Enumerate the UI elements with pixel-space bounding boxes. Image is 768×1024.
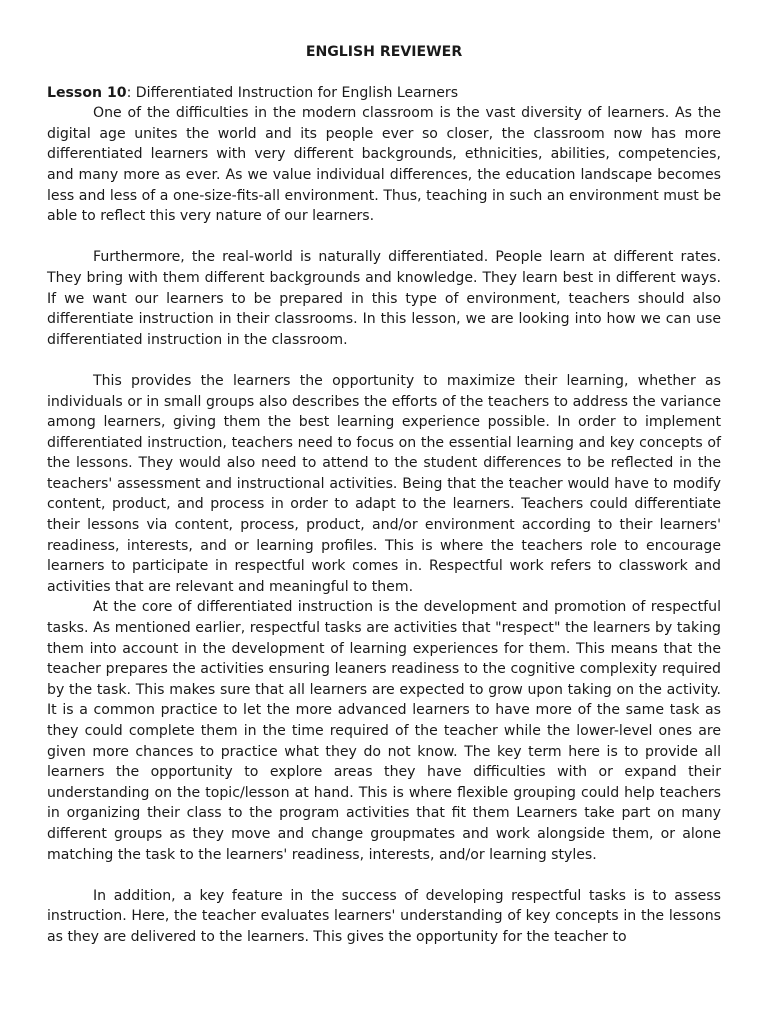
lesson-heading: Lesson 10: Differentiated Instruction for English Learners bbox=[47, 84, 459, 101]
paragraph-1: One of the difficulties in the modern classroom is the vast diversity of learners. As the digital age unites the world and its people ever so closer, the classroom now has more differentiated learners with very different backgrounds, ethnicities, abilities, competencies, and many more as ever. As we value individual differences, the education landscape becomes less and less of a one-size-fits-all environment. Thus, teaching in such an environment must be able to reflect this very nature of our learners. bbox=[47, 105, 721, 225]
document-title: ENGLISH REVIEWER bbox=[305, 44, 463, 60]
paragraph-2: Furthermore, the real-world is naturally differentiated. People learn at different rates. They bring with them different backgrounds and knowledge. They learn best in different ways. If we want our learners to be prepared in this type of environment, teachers should also differentiate instruction in their classrooms. In this lesson, we are looking into how we can use differentiated instruction in the classroom. bbox=[47, 249, 721, 348]
lesson-title: Differentiated Instruction for English Learners bbox=[135, 84, 459, 101]
paragraph-4: At the core of differentiated instruction is the development and promotion of respectful tasks. As mentioned earlier, respectful tasks are activities that "respect" the learners by taking them into account in the development of learning experiences for them. This means that the teacher prepares the activities ensuring leaners readiness to the cognitive complexity required by the task. This makes sure that all learners are expected to grow upon taking on the activity. It is a common practice to let the more advanced learners to have more of the same task as they could complete them in the time required of the teacher while the lower-level ones are given more chances to practice what they do not know. The key term here is to provide all learners the opportunity to explore areas they have difficulties with or expand their understanding on the topic/lesson at hand. This is where flexible grouping could help teachers in organizing their class to the program activities that fit them Learners take part on many different groups as they move and change groupmates and work alongside them, or alone matching the task to the learners' readiness, interests, and/or learning styles. bbox=[47, 599, 721, 863]
document-page bbox=[47, 42, 721, 948]
lesson-label: Lesson 10 bbox=[47, 84, 127, 101]
paragraph-3: This provides the learners the opportunity to maximize their learning, whether as individuals or in small groups also describes the efforts of the teachers to address the variance among learners, giving them the best learning experience possible. In order to implement differentiated instruction, teachers need to focus on the essential learning and key concepts of the lessons. They would also need to attend to the student differences to be reflected in the teachers' assessment and instructional activities. Being that the teacher would have to modify content, product, and process in order to adapt to the learners. Teachers could differentiate their lessons via content, process, product, and/or environment according to their learners' readiness, interests, and or learning profiles. This is where the teachers role to encourage learners to participate in respectful work comes in. Respectful work refers to classwork and activities that are relevant and meaningful to them. bbox=[47, 372, 721, 595]
paragraph-5: In addition, a key feature in the success of developing respectful tasks is to assess instruction. Here, the teacher evaluates learners' understanding of key concepts in the lessons as they are delivered to the learners. This gives the opportunity for the teacher to bbox=[47, 887, 721, 945]
